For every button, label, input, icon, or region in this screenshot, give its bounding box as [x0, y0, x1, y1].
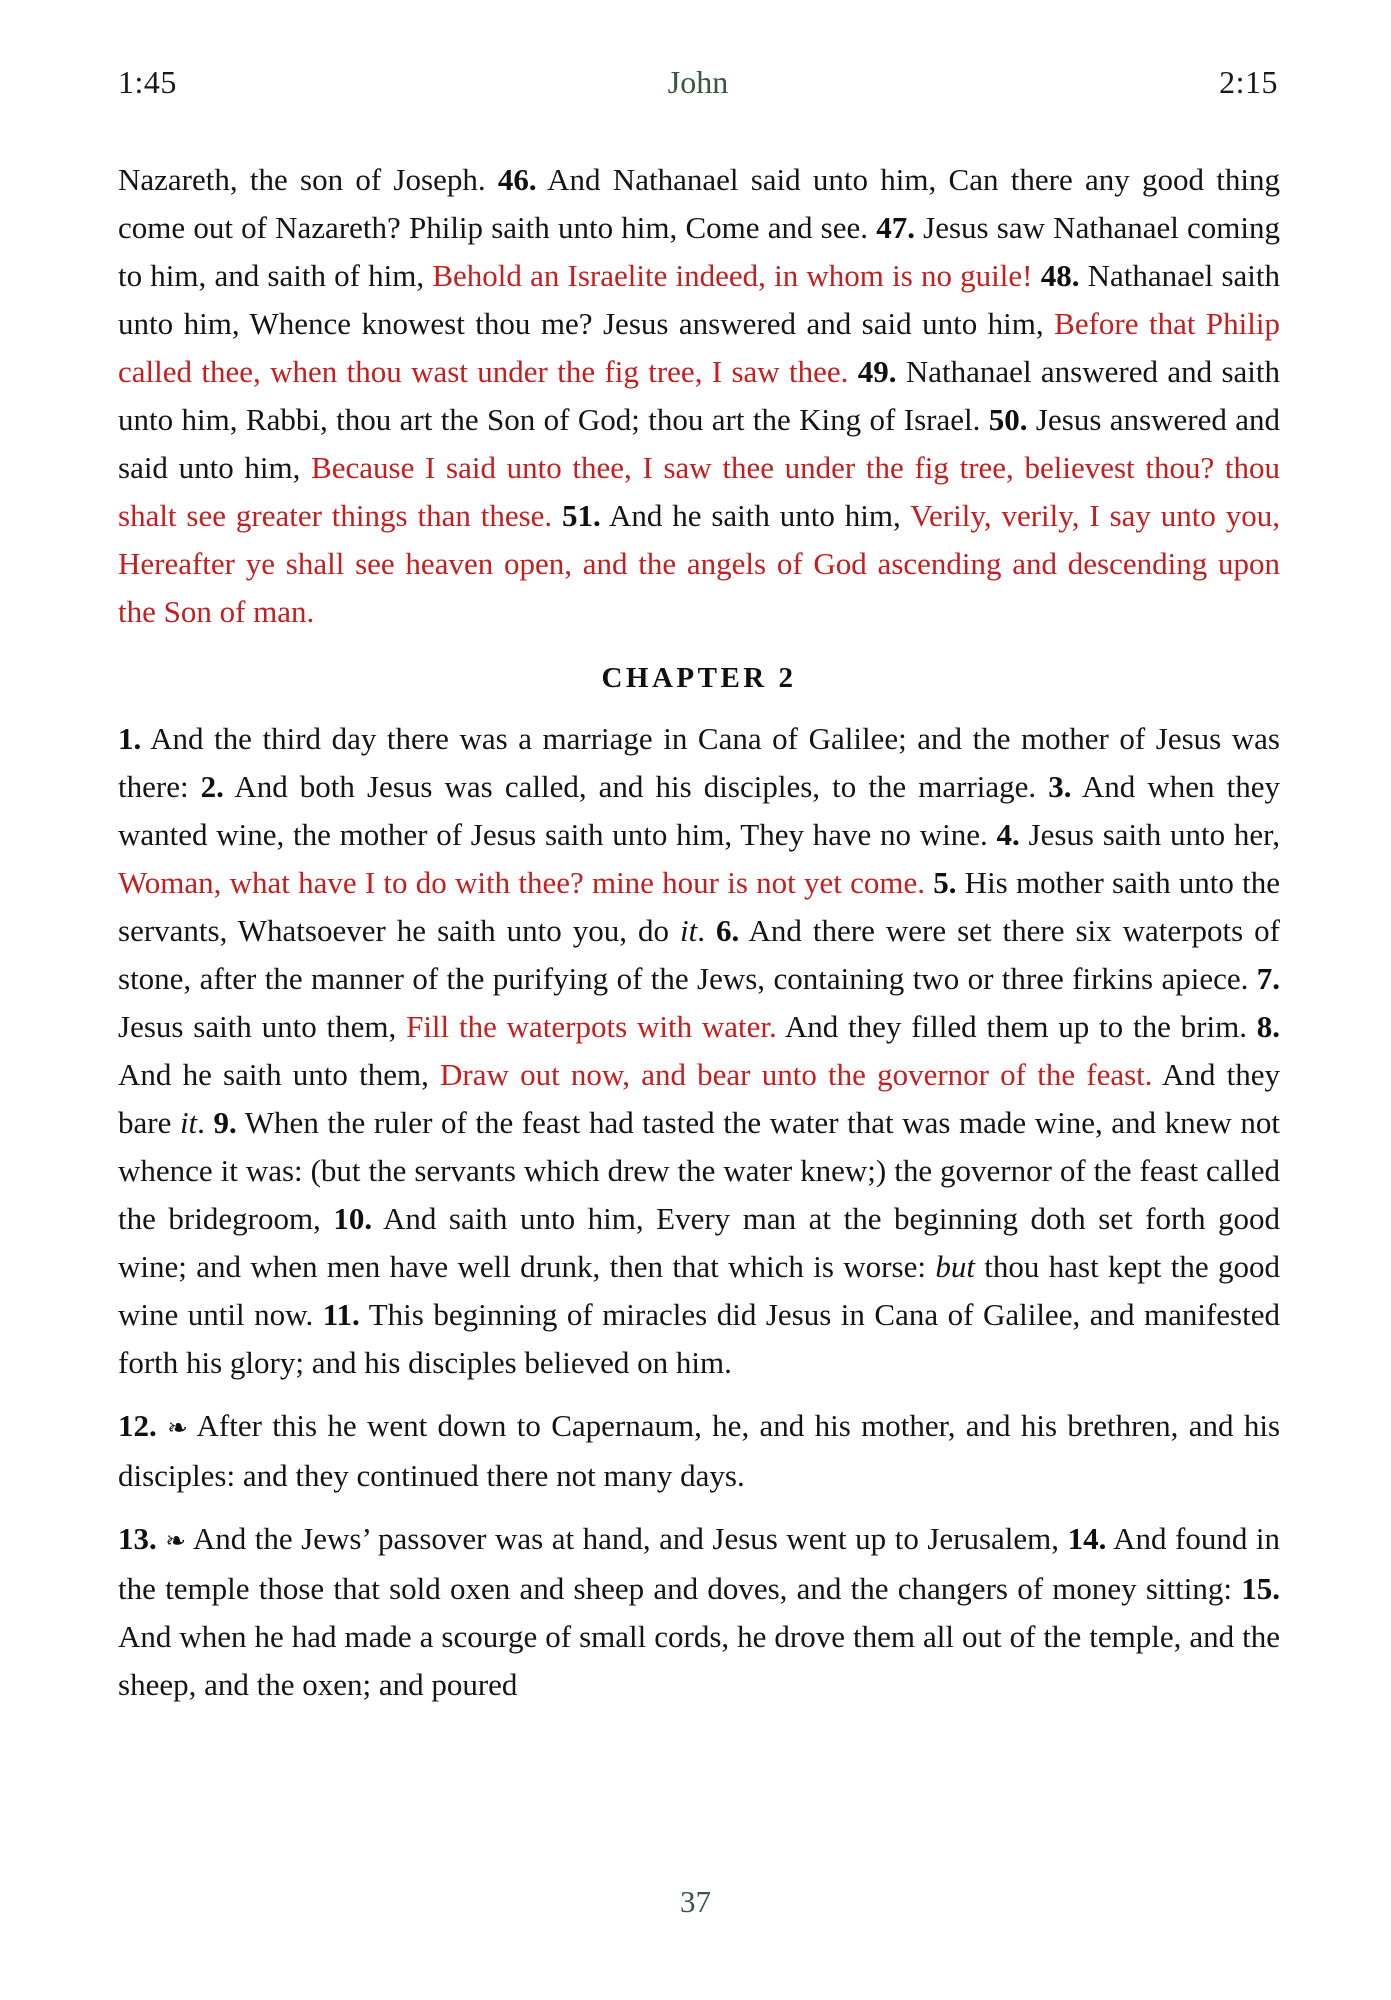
scripture-text: And he saith unto them, — [118, 1057, 441, 1092]
scripture-text: And the Jews’ passover was at hand, and Jesus went up to Jerusalem, — [186, 1521, 1068, 1556]
verse-number: 1. — [118, 721, 142, 756]
italic-supplied-word: but — [935, 1249, 975, 1284]
verse-number: 5. — [933, 865, 957, 900]
scripture-body — [118, 156, 1280, 1709]
scripture-text: And he saith unto him, — [600, 498, 911, 533]
scripture-text: And when they wanted wine, the mother of Jesus saith unto him, They have no wine. — [118, 769, 1280, 852]
chapter-heading: CHAPTER 2 — [601, 662, 797, 694]
scripture-text: After this he went down to Capernaum, he, and his mother, and his brethren, and his disciples: and they continued there not many days. — [118, 1408, 1281, 1493]
john-2-1-11 — [118, 715, 1280, 1387]
red-letter-text: Before that Philip called thee, when thou wast under the fig tree, I saw thee. — [118, 306, 1280, 389]
scripture-text — [157, 1521, 166, 1556]
verse-number: 14. — [1067, 1521, 1107, 1556]
paragraph-ornament-icon: ❧ — [165, 1526, 187, 1555]
header-right-reference: 2:15 — [1219, 64, 1278, 100]
scripture-text: Jesus saith unto her, — [1019, 817, 1280, 852]
italic-supplied-word: it — [679, 913, 698, 948]
verse-number: 47. — [876, 210, 915, 245]
header-left-reference: 1:45 — [118, 64, 177, 100]
scripture-text — [848, 354, 857, 389]
scripture-text: And the third day there was a marriage in Cana of Galilee; and the mother of Jesus was there: — [118, 721, 1280, 804]
john-2-13-15 — [118, 1515, 1280, 1709]
scripture-text: Nazareth, the son of Joseph. — [118, 162, 498, 197]
scripture-text: And Nathanael said unto him, Can there any good thing come out of Nazareth? Philip saith unto him, Come and see. — [118, 162, 1280, 245]
scripture-text: This beginning of miracles did Jesus in Cana of Galilee, and manifested forth his glory; and his disciples believed on him. — [118, 1297, 1280, 1380]
running-header — [118, 64, 1278, 100]
verse-number: 4. — [996, 817, 1020, 852]
scripture-text: . — [197, 1105, 214, 1140]
verse-number: 9. — [213, 1105, 237, 1140]
red-letter-text: Woman, what have I to do with thee? mine hour is not yet come. — [118, 865, 925, 900]
scripture-text: When the ruler of the feast had tasted the water that was made wine, and knew not whence it was: (but the servants which drew the water knew;) the governor of the feast called the bridegroom, — [118, 1105, 1281, 1236]
red-letter-text: Draw out now, and bear unto the governor of the feast. — [440, 1057, 1153, 1092]
page-number: 37 — [680, 1884, 711, 1919]
scripture-text: And they filled them up to the brim. — [776, 1009, 1257, 1044]
scripture-text: And both Jesus was called, and his disciples, to the marriage. — [223, 769, 1049, 804]
page-footer — [0, 1884, 1391, 1920]
verse-number: 49. — [857, 354, 897, 389]
scripture-text: Nathanael saith unto him, Whence knowest thou me? Jesus answered and said unto him, — [118, 258, 1281, 341]
paragraph-ornament-icon: ❧ — [167, 1413, 188, 1442]
scripture-text: And saith unto him, Every man at the beginning doth set forth good wine; and when men have well drunk, then that which is worse: — [118, 1201, 1280, 1284]
scripture-text — [1032, 258, 1040, 293]
scripture-text — [925, 865, 933, 900]
red-letter-text: Behold an Israelite indeed, in whom is no guile! — [432, 258, 1033, 293]
scripture-text: His mother saith unto the servants, Whatsoever he saith unto you, do — [118, 865, 1281, 948]
scripture-text — [157, 1408, 167, 1443]
verse-number: 10. — [333, 1201, 373, 1236]
scripture-text: And they bare — [118, 1057, 1280, 1140]
scripture-text: Jesus answered and said unto him, — [118, 402, 1281, 485]
scripture-text: Jesus saith unto them, — [118, 1009, 407, 1044]
scripture-text: And found in the temple those that sold oxen and sheep and doves, and the changers of money sitting: — [118, 1521, 1280, 1606]
red-letter-text: Verily, verily, I say unto you, Hereafter ye shall see heaven open, and the angels of God ascending and descending upon the Son of man. — [118, 498, 1281, 629]
header-book-title: John — [667, 64, 729, 100]
verse-number: 3. — [1048, 769, 1072, 804]
john-2-12 — [118, 1402, 1280, 1500]
scripture-text: Nathanael answered and saith unto him, Rabbi, thou art the Son of God; thou art the King of Israel. — [118, 354, 1280, 437]
red-letter-text: Fill the waterpots with water. — [406, 1009, 777, 1044]
scripture-text — [552, 498, 562, 533]
verse-number: 50. — [988, 402, 1028, 437]
verse-number: 51. — [562, 498, 601, 533]
verse-number: 8. — [1256, 1009, 1280, 1044]
red-letter-text: Because I said unto thee, I saw thee under the fig tree, believest thou? thou shalt see greater things than these. — [118, 450, 1280, 533]
scripture-text: thou hast kept the good wine until now. — [118, 1249, 1280, 1332]
scripture-text: Jesus saw Nathanael coming to him, and saith of him, — [118, 210, 1281, 293]
verse-number: 48. — [1040, 258, 1080, 293]
verse-number: 11. — [322, 1297, 360, 1332]
john-1-45-51 — [118, 156, 1280, 636]
verse-number: 6. — [715, 913, 740, 948]
verse-number: 12. — [118, 1408, 157, 1443]
scripture-text: . — [697, 913, 716, 948]
verse-number: 7. — [1256, 961, 1280, 996]
scripture-text: And when he had made a scourge of small cords, he drove them all out of the temple, and the sheep, and the oxen; and poured — [118, 1619, 1280, 1702]
verse-number: 46. — [497, 162, 537, 197]
scripture-text: And there were set there six waterpots of stone, after the manner of the purifying of the Jews, containing two or three firkins apiece. — [118, 913, 1280, 996]
italic-supplied-word: it — [179, 1105, 198, 1140]
verse-number: 13. — [118, 1521, 157, 1556]
verse-number: 15. — [1241, 1571, 1280, 1606]
verse-number: 2. — [200, 769, 224, 804]
